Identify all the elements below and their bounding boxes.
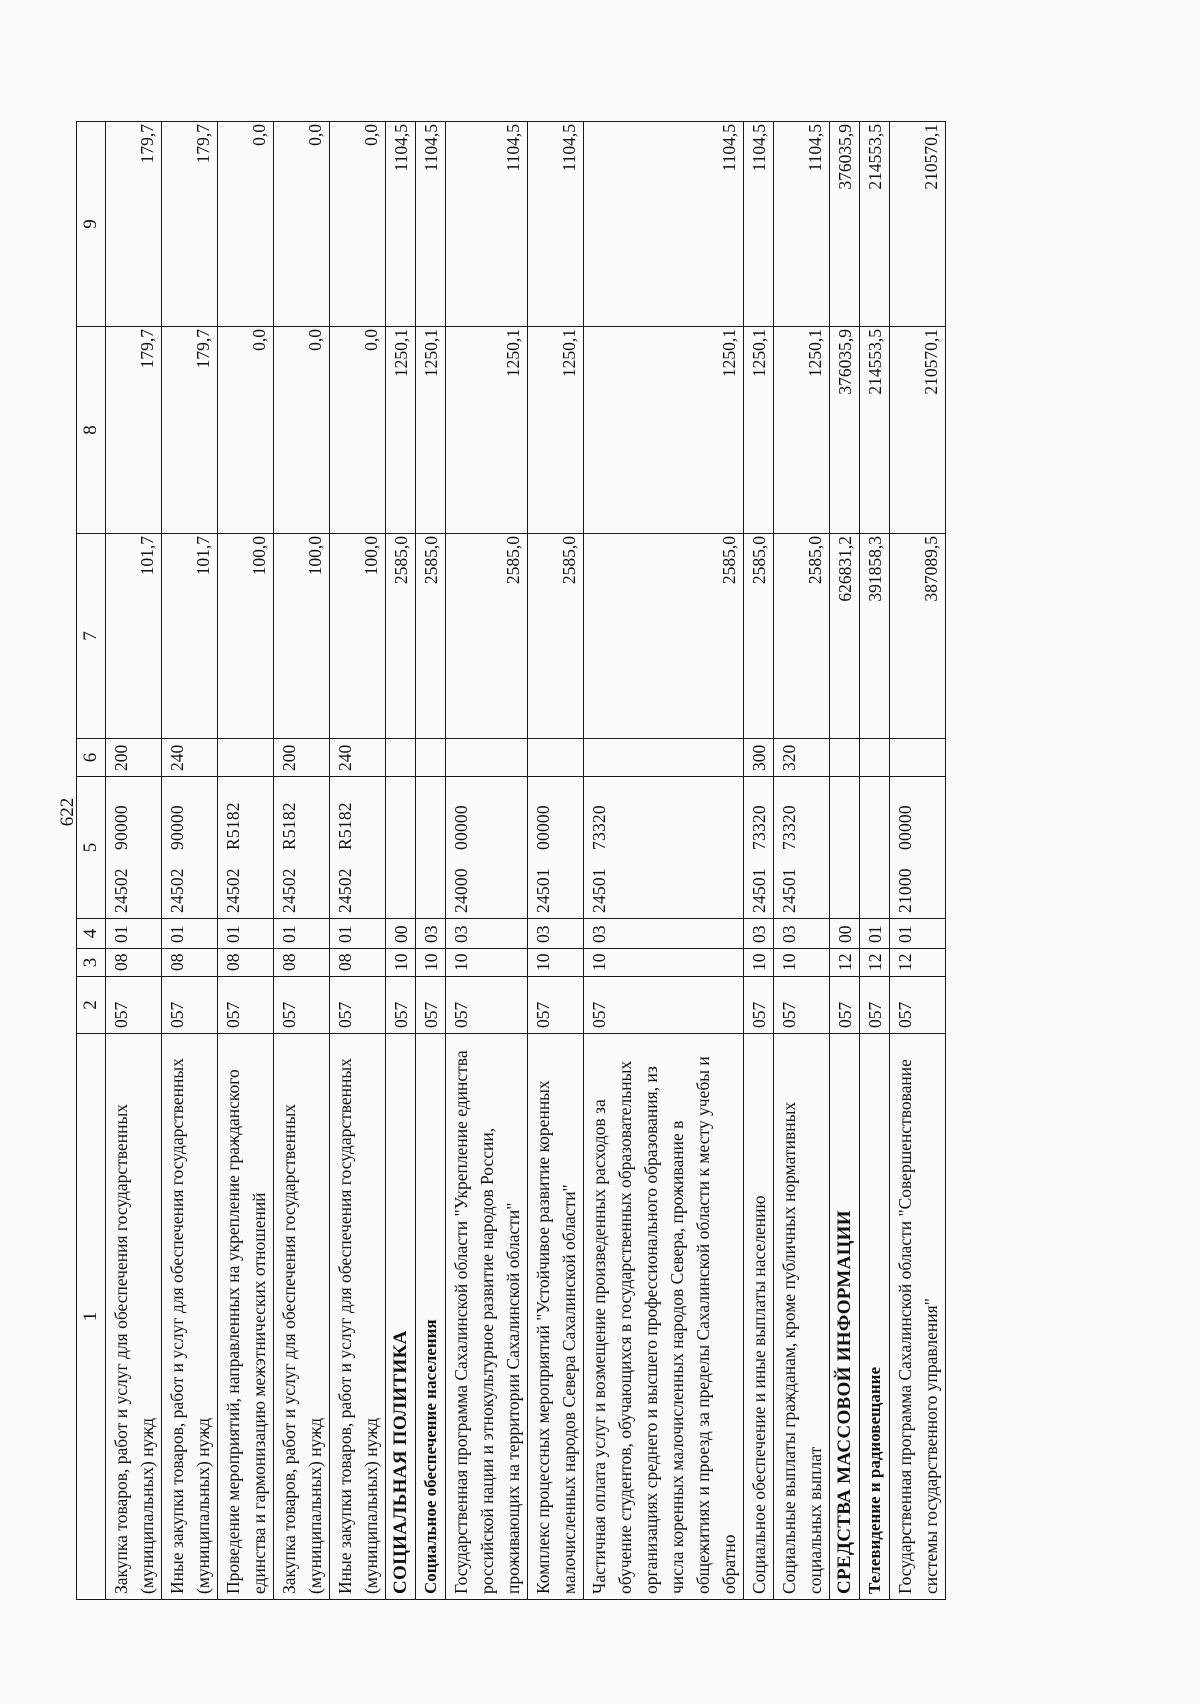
column-header: 9 (77, 122, 106, 327)
column-header: 6 (77, 739, 106, 777)
kvsr-code: 057 (274, 977, 330, 1034)
target-article-code: 24502 R5182 (330, 777, 386, 919)
table-row (386, 122, 416, 1600)
amount-col8: 1250,1 (584, 327, 744, 534)
amount-col9: 1104,5 (416, 122, 446, 327)
table-row (528, 122, 584, 1600)
row-name: Государственная программа Сахалинской области "Укрепление единства российской нации и этнокультурное развитие народов России, проживающих на территории Сахалинской области" (446, 1034, 528, 1600)
amount-col9: 1104,5 (774, 122, 830, 327)
kvsr-code: 057 (386, 977, 416, 1034)
column-header: 2 (77, 977, 106, 1034)
amount-col9: 214553,5 (860, 122, 890, 327)
subsection-code: 01 (330, 919, 386, 949)
kvsr-code: 057 (890, 977, 946, 1034)
expense-type-code (386, 739, 416, 777)
section-code: 08 (274, 949, 330, 977)
section-code: 08 (162, 949, 218, 977)
page-number: 622 (57, 797, 78, 827)
target-article-code: 24502 R5182 (218, 777, 274, 919)
subsection-code: 01 (162, 919, 218, 949)
amount-col7: 2585,0 (774, 534, 830, 739)
amount-col8: 179,7 (106, 327, 162, 534)
subsection-code: 01 (890, 919, 946, 949)
amount-col9: 1104,5 (584, 122, 744, 327)
amount-col7: 2585,0 (744, 534, 774, 739)
kvsr-code: 057 (106, 977, 162, 1034)
amount-col7: 100,0 (330, 534, 386, 739)
target-article-code: 24502 R5182 (274, 777, 330, 919)
row-name: СОЦИАЛЬНАЯ ПОЛИТИКА (386, 1034, 416, 1600)
row-name: СРЕДСТВА МАССОВОЙ ИНФОРМАЦИИ (830, 1034, 860, 1600)
amount-col7: 2585,0 (528, 534, 584, 739)
amount-col9: 179,7 (106, 122, 162, 327)
amount-col7: 101,7 (162, 534, 218, 739)
table-row (218, 122, 274, 1600)
kvsr-code: 057 (744, 977, 774, 1034)
column-header: 8 (77, 327, 106, 534)
section-code: 10 (386, 949, 416, 977)
row-name: Иные закупки товаров, работ и услуг для обеспечения государственных (муниципальных) нужд (162, 1034, 218, 1600)
subsection-code: 00 (386, 919, 416, 949)
subsection-code: 03 (446, 919, 528, 949)
table-row (860, 122, 890, 1600)
kvsr-code: 057 (330, 977, 386, 1034)
section-code: 12 (860, 949, 890, 977)
expense-type-code: 240 (162, 739, 218, 777)
amount-col9: 1104,5 (386, 122, 416, 327)
amount-col8: 210570,1 (890, 327, 946, 534)
subsection-code: 03 (744, 919, 774, 949)
amount-col8: 1250,1 (386, 327, 416, 534)
amount-col7: 2585,0 (416, 534, 446, 739)
subsection-code: 03 (584, 919, 744, 949)
expense-type-code (830, 739, 860, 777)
table-row (446, 122, 528, 1600)
row-name: Иные закупки товаров, работ и услуг для обеспечения государственных (муниципальных) нужд (330, 1034, 386, 1600)
target-article-code: 21000 00000 (890, 777, 946, 919)
section-code: 12 (830, 949, 860, 977)
section-code: 10 (744, 949, 774, 977)
kvsr-code: 057 (446, 977, 528, 1034)
amount-col7: 2585,0 (584, 534, 744, 739)
target-article-code (830, 777, 860, 919)
expense-type-code (528, 739, 584, 777)
amount-col8: 0,0 (330, 327, 386, 534)
target-article-code (386, 777, 416, 919)
amount-col9: 210570,1 (890, 122, 946, 327)
target-article-code: 24501 73320 (584, 777, 744, 919)
section-code: 10 (416, 949, 446, 977)
amount-col9: 0,0 (218, 122, 274, 327)
row-name: Закупка товаров, работ и услуг для обеспечения государственных (муниципальных) нужд (274, 1034, 330, 1600)
column-header: 3 (77, 949, 106, 977)
row-name: Комплекс процессных мероприятий "Устойчивое развитие коренных малочисленных народов Севера Сахалинской области" (528, 1034, 584, 1600)
amount-col9: 1104,5 (446, 122, 528, 327)
kvsr-code: 057 (860, 977, 890, 1034)
amount-col9: 179,7 (162, 122, 218, 327)
table-row (584, 122, 744, 1600)
amount-col9: 1104,5 (744, 122, 774, 327)
table-row (774, 122, 830, 1600)
target-article-code: 24501 73320 (774, 777, 830, 919)
table-row (106, 122, 162, 1600)
expense-type-code: 300 (744, 739, 774, 777)
expense-type-code: 320 (774, 739, 830, 777)
section-code: 08 (330, 949, 386, 977)
amount-col9: 0,0 (330, 122, 386, 327)
amount-col8: 1250,1 (446, 327, 528, 534)
kvsr-code: 057 (774, 977, 830, 1034)
kvsr-code: 057 (218, 977, 274, 1034)
table-row (330, 122, 386, 1600)
table-row (890, 122, 946, 1600)
table-row (830, 122, 860, 1600)
table-row (274, 122, 330, 1600)
section-code: 12 (890, 949, 946, 977)
amount-col9: 1104,5 (528, 122, 584, 327)
section-code: 08 (106, 949, 162, 977)
subsection-code: 01 (106, 919, 162, 949)
section-code: 10 (446, 949, 528, 977)
expense-type-code (890, 739, 946, 777)
amount-col7: 391858,3 (860, 534, 890, 739)
amount-col8: 376035,9 (830, 327, 860, 534)
amount-col8: 1250,1 (416, 327, 446, 534)
section-code: 10 (584, 949, 744, 977)
table-row (416, 122, 446, 1600)
amount-col8: 214553,5 (860, 327, 890, 534)
amount-col7: 100,0 (274, 534, 330, 739)
target-article-code (416, 777, 446, 919)
budget-table (76, 121, 946, 1600)
column-header: 5 (77, 777, 106, 919)
expense-type-code (446, 739, 528, 777)
kvsr-code: 057 (416, 977, 446, 1034)
amount-col9: 376035,9 (830, 122, 860, 327)
target-article-code: 24501 73320 (744, 777, 774, 919)
section-code: 08 (218, 949, 274, 977)
column-header: 1 (77, 1034, 106, 1600)
row-name: Социальное обеспечение и иные выплаты населению (744, 1034, 774, 1600)
subsection-code: 03 (416, 919, 446, 949)
row-name: Социальные выплаты гражданам, кроме публичных нормативных социальных выплат (774, 1034, 830, 1600)
expense-type-code: 200 (274, 739, 330, 777)
amount-col7: 101,7 (106, 534, 162, 739)
subsection-code: 01 (218, 919, 274, 949)
subsection-code: 00 (830, 919, 860, 949)
amount-col8: 0,0 (218, 327, 274, 534)
row-name: Проведение мероприятий, направленных на укрепление гражданского единства и гармонизацию межэтнических отношений (218, 1034, 274, 1600)
section-code: 10 (774, 949, 830, 977)
table-row (162, 122, 218, 1600)
column-header: 4 (77, 919, 106, 949)
amount-col7: 387089,5 (890, 534, 946, 739)
subsection-code: 03 (528, 919, 584, 949)
row-name: Телевидение и радиовещание (860, 1034, 890, 1600)
amount-col8: 1250,1 (744, 327, 774, 534)
row-name: Государственная программа Сахалинской области "Совершенствование системы государственного управления" (890, 1034, 946, 1600)
row-name: Социальное обеспечение населения (416, 1034, 446, 1600)
amount-col8: 0,0 (274, 327, 330, 534)
kvsr-code: 057 (162, 977, 218, 1034)
amount-col8: 1250,1 (528, 327, 584, 534)
expense-type-code: 200 (106, 739, 162, 777)
expense-type-code (416, 739, 446, 777)
amount-col8: 1250,1 (774, 327, 830, 534)
amount-col7: 100,0 (218, 534, 274, 739)
expense-type-code (584, 739, 744, 777)
table-row (744, 122, 774, 1600)
amount-col7: 626831,2 (830, 534, 860, 739)
amount-col7: 2585,0 (446, 534, 528, 739)
row-name: Частичная оплата услуг и возмещение произведенных расходов за обучение студентов, обучающихся в государственных образовательных организациях среднего и высшего профессионального образования, из числа коренных малочисленных народов Севера, проживание в общежитиях и проезд за пределы Сахалинской области к месту учебы и обратно (584, 1034, 744, 1600)
subsection-code: 01 (274, 919, 330, 949)
subsection-code: 03 (774, 919, 830, 949)
subsection-code: 01 (860, 919, 890, 949)
target-article-code (860, 777, 890, 919)
table-header-row (77, 122, 106, 1600)
amount-col7: 2585,0 (386, 534, 416, 739)
row-name: Закупка товаров, работ и услуг для обеспечения государственных (муниципальных) нужд (106, 1034, 162, 1600)
target-article-code: 24502 90000 (106, 777, 162, 919)
expense-type-code: 240 (330, 739, 386, 777)
expense-type-code (218, 739, 274, 777)
kvsr-code: 057 (584, 977, 744, 1034)
section-code: 10 (528, 949, 584, 977)
target-article-code: 24502 90000 (162, 777, 218, 919)
kvsr-code: 057 (830, 977, 860, 1034)
kvsr-code: 057 (528, 977, 584, 1034)
target-article-code: 24000 00000 (446, 777, 528, 919)
column-header: 7 (77, 534, 106, 739)
target-article-code: 24501 00000 (528, 777, 584, 919)
amount-col8: 179,7 (162, 327, 218, 534)
expense-type-code (860, 739, 890, 777)
amount-col9: 0,0 (274, 122, 330, 327)
